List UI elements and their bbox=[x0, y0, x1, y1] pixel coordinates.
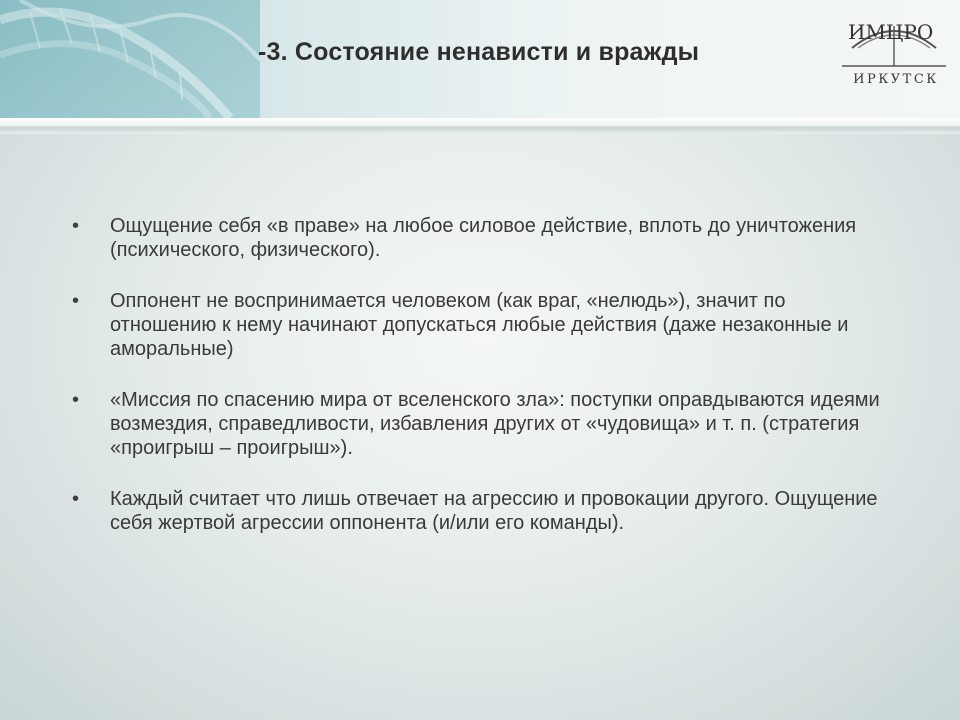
bullet-item bbox=[72, 289, 892, 361]
bullet-marker: • bbox=[72, 215, 80, 237]
bullet-item bbox=[72, 388, 892, 460]
bullet-marker: • bbox=[72, 488, 80, 510]
bullet-item bbox=[72, 487, 892, 535]
slide-title: -3. Состояние ненависти и вражды bbox=[258, 38, 700, 66]
dna-helix-graphic bbox=[0, 0, 260, 118]
bullet-list bbox=[72, 214, 892, 562]
bullet-item bbox=[72, 214, 892, 262]
bullet-text: Оппонент не воспринимается человеком (как враг, «нелюдь»), значит по отношению к нему начинают допускаться любые действия (даже незаконные и аморальные) bbox=[110, 290, 849, 360]
bullet-text: Каждый считает что лишь отвечает на агрессию и провокации другого. Ощущение себя жертвой агрессии оппонента (и/или его команды). bbox=[110, 488, 878, 534]
bullet-text: Ощущение себя «в праве» на любое силовое действие, вплоть до уничтожения (психического, физического). bbox=[110, 215, 857, 261]
logo-city-text: ИРКУТСК bbox=[853, 72, 939, 87]
header-band bbox=[0, 0, 960, 118]
bullet-marker: • bbox=[72, 290, 80, 312]
bullet-marker: • bbox=[72, 389, 80, 411]
logo-mark-text: ИМЦРО bbox=[848, 20, 934, 44]
bullet-text: «Миссия по спасению мира от вселенского зла»: поступки оправдываются идеями возмездия, справедливости, избавления других от «чудовища» и т. п. (стратегия «проигрыш – проигрыш»). bbox=[110, 389, 880, 459]
header-divider bbox=[0, 118, 960, 134]
